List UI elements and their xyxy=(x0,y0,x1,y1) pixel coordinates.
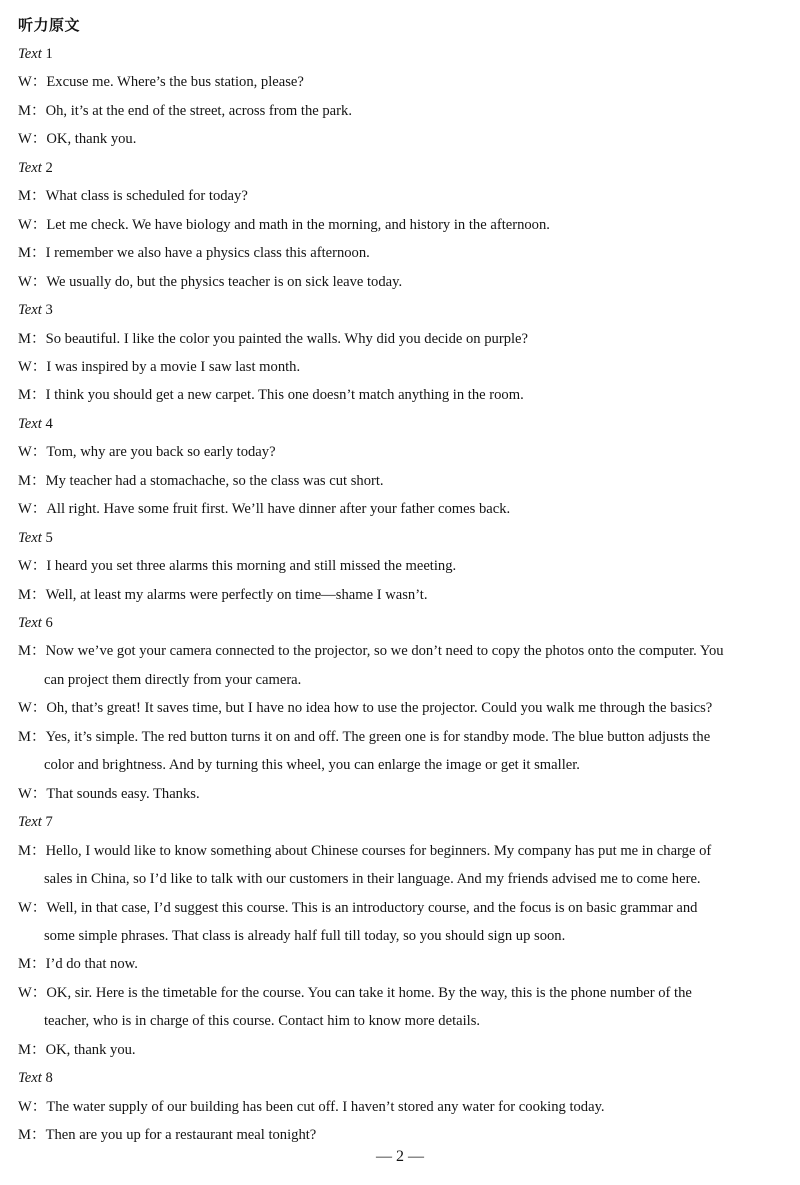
dialogue-line: W：I heard you set three alarms this morning and still missed the meeting. xyxy=(18,558,457,575)
speaker-label: W xyxy=(18,1098,32,1115)
dialogue-text: teacher, who is in charge of this course. Contact him to know more details. xyxy=(44,1013,481,1030)
speaker-label: W xyxy=(18,558,32,575)
section-heading xyxy=(18,410,788,439)
dialogue-line: M：OK, thank you. xyxy=(18,1041,136,1058)
dialogue-text: We usually do, but the physics teacher is on sick leave today. xyxy=(46,273,403,290)
dialogue-text: Tom, why are you back so early today? xyxy=(46,444,276,461)
dialogue-text: Excuse me. Where’s the bus station, please? xyxy=(46,74,304,91)
section-number: 8 xyxy=(45,1070,53,1087)
section-heading xyxy=(18,296,788,325)
section-label: Text xyxy=(18,814,42,831)
speaker-label: W xyxy=(18,785,32,802)
dialogue-line-continuation xyxy=(44,922,800,951)
dialogue-line: W：Well, in that case, I’d suggest this course. This is an introductory course, and the focus is on basic grammar and xyxy=(18,899,698,916)
dialogue-text: can project them directly from your camera. xyxy=(44,671,302,688)
section-heading xyxy=(18,154,788,183)
dialogue-text: color and brightness. And by turning this wheel, you can enlarge the image or get it smaller. xyxy=(44,757,580,774)
speaker-label: M xyxy=(18,1041,31,1058)
dialogue-line: W：Oh, that’s great! It saves time, but I have no idea how to use the projector. Could you walk me through the basics? xyxy=(18,700,713,717)
section-heading xyxy=(18,40,788,69)
dialogue-text: Hello, I would like to know something about Chinese courses for beginners. My company has put me in charge of xyxy=(45,842,712,859)
section-label: Text xyxy=(18,615,42,631)
dialogue-text: sales in China, so I’d like to talk with our customers in their language. And my friends advised me to come here. xyxy=(44,871,701,888)
dialogue-text: OK, thank you. xyxy=(46,131,137,148)
dialogue-line-continuation xyxy=(44,1007,800,1036)
speaker-label: M xyxy=(18,387,31,404)
section-number: 6 xyxy=(45,615,53,631)
speaker-label: W xyxy=(18,216,32,233)
section-label: Text xyxy=(18,46,42,62)
dialogue-text: OK, sir. Here is the timetable for the course. You can take it home. By the way, this is the phone number of the xyxy=(46,984,692,1001)
dialogue-line: W：That sounds easy. Thanks. xyxy=(18,785,200,802)
section-number: 4 xyxy=(45,415,53,432)
dialogue-line: W：We usually do, but the physics teacher is on sick leave today. xyxy=(18,273,403,290)
speaker-label: W xyxy=(18,984,32,1001)
speaker-label: M xyxy=(18,330,31,347)
dialogue-line: W：I was inspired by a movie I saw last month. xyxy=(18,358,301,375)
section-number: 1 xyxy=(45,46,53,62)
dialogue-text: I think you should get a new carpet. This one doesn’t match anything in the room. xyxy=(45,387,524,404)
dialogue-text: Yes, it’s simple. The red button turns it on and off. The green one is for standby mode. The blue button adjusts the xyxy=(45,728,711,745)
dialogue-line: W：Excuse me. Where’s the bus station, please? xyxy=(18,74,304,91)
section-label: Text xyxy=(18,1070,42,1087)
dialogue-text: My teacher had a stomachache, so the class was cut short. xyxy=(45,472,384,489)
speaker-label: W xyxy=(18,501,32,518)
speaker-label: W xyxy=(18,74,32,91)
dialogue-text: I was inspired by a movie I saw last month. xyxy=(46,358,301,375)
speaker-label: M xyxy=(18,728,31,745)
section-heading xyxy=(18,1064,788,1093)
dialogue-line: M：Now we’ve got your camera connected to the projector, so we don’t need to copy the photos onto the computer. You xyxy=(18,643,724,660)
dialogue-text: I’d do that now. xyxy=(45,956,138,973)
dialogue-line-continuation xyxy=(44,865,800,894)
dialogue-text: I remember we also have a physics class this afternoon. xyxy=(45,245,370,262)
speaker-label: W xyxy=(18,131,32,148)
speaker-label: M xyxy=(18,102,31,119)
dialogue-line: M：I remember we also have a physics class this afternoon. xyxy=(18,245,370,262)
dialogue-line: M：Oh, it’s at the end of the street, across from the park. xyxy=(18,102,352,119)
speaker-label: M xyxy=(18,188,31,205)
speaker-label: W xyxy=(18,899,32,916)
dialogue-text: Let me check. We have biology and math in the morning, and history in the afternoon. xyxy=(46,216,550,233)
section-label: Text xyxy=(18,415,42,432)
section-heading xyxy=(18,609,788,638)
speaker-label: W xyxy=(18,700,32,717)
dialogue-line: M：My teacher had a stomachache, so the class was cut short. xyxy=(18,472,384,489)
section-label: Text xyxy=(18,302,42,319)
speaker-label: W xyxy=(18,444,32,461)
dialogue-line: W：Tom, why are you back so early today? xyxy=(18,444,276,461)
section-label: Text xyxy=(18,159,42,176)
section-number: 7 xyxy=(45,814,53,831)
dialogue-text: Now we’ve got your camera connected to the projector, so we don’t need to copy the photos onto the computer. You xyxy=(45,643,724,660)
section-number: 2 xyxy=(45,159,53,176)
dialogue-text: Oh, that’s great! It saves time, but I have no idea how to use the projector. Could you walk me through the basics? xyxy=(46,700,713,717)
speaker-label: M xyxy=(18,643,31,660)
page-title: 听力原文 xyxy=(18,16,81,34)
dialogue-text: Oh, it’s at the end of the street, across from the park. xyxy=(45,102,352,119)
dialogue-line: M：I’d do that now. xyxy=(18,956,138,973)
dialogue-text: All right. Have some fruit first. We’ll have dinner after your father comes back. xyxy=(46,501,511,518)
dialogue-line: M：I think you should get a new carpet. This one doesn’t match anything in the room. xyxy=(18,387,524,404)
dialogue-text: The water supply of our building has been cut off. I haven’t stored any water for cooking today. xyxy=(46,1098,605,1115)
speaker-label: W xyxy=(18,273,32,290)
dialogue-line-continuation xyxy=(44,751,800,780)
dialogue-text: Then are you up for a restaurant meal tonight? xyxy=(45,1127,317,1144)
dialogue-line-continuation xyxy=(44,666,800,695)
speaker-label: M xyxy=(18,472,31,489)
section-number: 5 xyxy=(45,529,53,546)
dialogue-line: W：Let me check. We have biology and math in the morning, and history in the afternoon. xyxy=(18,216,550,233)
speaker-label: M xyxy=(18,1127,31,1144)
dialogue-text: What class is scheduled for today? xyxy=(45,188,248,205)
dialogue-line: W：OK, sir. Here is the timetable for the course. You can take it home. By the way, this is the phone number of the xyxy=(18,984,692,1001)
section-label: Text xyxy=(18,529,42,546)
speaker-label: W xyxy=(18,358,32,375)
dialogue-text: OK, thank you. xyxy=(45,1041,136,1058)
section-heading xyxy=(18,524,788,553)
dialogue-line: M：Hello, I would like to know something about Chinese courses for beginners. My company has put me in charge of xyxy=(18,842,712,859)
dialogue-text: So beautiful. I like the color you painted the walls. Why did you decide on purple? xyxy=(45,330,529,347)
section-heading xyxy=(18,808,788,837)
page-number: — 2 — xyxy=(376,1148,424,1165)
dialogue-line: M：Well, at least my alarms were perfectly on time—shame I wasn’t. xyxy=(18,586,428,603)
section-number: 3 xyxy=(45,302,53,319)
dialogue-text: I heard you set three alarms this morning and still missed the meeting. xyxy=(46,558,457,575)
dialogue-line: M：What class is scheduled for today? xyxy=(18,188,248,205)
speaker-label: M xyxy=(18,586,31,603)
dialogue-text: Well, at least my alarms were perfectly on time—shame I wasn’t. xyxy=(45,586,428,603)
speaker-label: M xyxy=(18,245,31,262)
speaker-label: M xyxy=(18,956,31,973)
dialogue-text: That sounds easy. Thanks. xyxy=(46,785,200,802)
dialogue-line: M：Yes, it’s simple. The red button turns it on and off. The green one is for standby mode. The blue button adjusts the xyxy=(18,728,711,745)
dialogue-line: W：The water supply of our building has been cut off. I haven’t stored any water for cooking today. xyxy=(18,1098,605,1115)
dialogue-line: M：So beautiful. I like the color you painted the walls. Why did you decide on purple? xyxy=(18,330,529,347)
dialogue-text: some simple phrases. That class is already half full till today, so you should sign up soon. xyxy=(44,927,566,944)
dialogue-line: W：OK, thank you. xyxy=(18,131,137,148)
dialogue-line: W：All right. Have some fruit first. We’ll have dinner after your father comes back. xyxy=(18,501,511,518)
speaker-label: M xyxy=(18,842,31,859)
dialogue-text: Well, in that case, I’d suggest this course. This is an introductory course, and the focus is on basic grammar and xyxy=(46,899,698,916)
dialogue-line: M：Then are you up for a restaurant meal tonight? xyxy=(18,1127,317,1144)
